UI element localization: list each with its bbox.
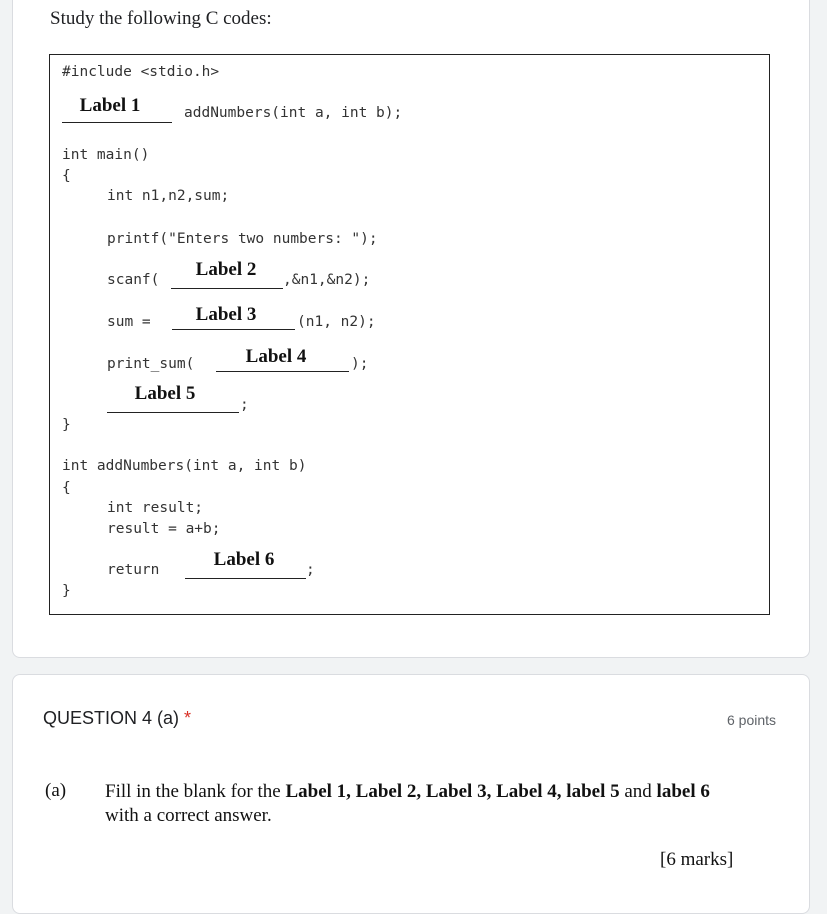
label-4-blank [216, 371, 349, 372]
question-text [105, 780, 745, 828]
code-sum-end: (n1, n2); [297, 314, 376, 330]
label-6: Label 6 [213, 549, 275, 570]
code-decl-line: int n1,n2,sum; [107, 188, 230, 204]
label-3-blank [172, 329, 295, 330]
code-open-brace: { [62, 168, 71, 184]
code-include-line: #include <stdio.h> [62, 64, 220, 80]
code-return-keyword: return [107, 562, 160, 578]
label-5: Label 5 [134, 383, 196, 404]
marks-label: [6 marks] [660, 849, 734, 870]
code-result-decl: int result; [107, 500, 204, 516]
code-open-brace-2: { [62, 480, 71, 496]
label-2-blank [171, 288, 283, 289]
code-main-line: int main() [62, 147, 150, 163]
intro-text: Study the following C codes: [50, 8, 272, 29]
question-letter: (a) [45, 780, 67, 801]
label-5-blank [107, 412, 239, 413]
question-text-label6: label 6 [656, 781, 710, 802]
code-close-brace-2: } [62, 583, 71, 599]
question-title-text: QUESTION 4 (a) [43, 708, 180, 728]
code-addnumbers-line: int addNumbers(int a, int b) [62, 458, 307, 474]
code-close-brace: } [62, 417, 71, 433]
code-printf-line: printf("Enters two numbers: "); [107, 231, 378, 247]
question-text-part-2: with a correct answer. [105, 805, 272, 826]
code-box [49, 54, 770, 615]
label-6-blank [185, 578, 306, 579]
code-prototype-line: addNumbers(int a, int b); [184, 105, 403, 121]
code-print-start: print_sum( [107, 356, 195, 372]
question-title [43, 708, 191, 729]
label-1: Label 1 [79, 95, 141, 116]
label-3: Label 3 [195, 304, 257, 325]
code-scanf-start: scanf( [107, 272, 160, 288]
code-print-end: ); [351, 356, 369, 372]
code-scanf-end: ,&n1,&n2); [283, 272, 371, 288]
question-text-part-1: Fill in the blank for the [105, 781, 286, 802]
question-text-labels: Label 1, Label 2, Label 3, Label 4, label 5 [285, 781, 620, 802]
required-asterisk: * [184, 708, 192, 728]
code-result-assign: result = a+b; [107, 521, 221, 537]
label-1-blank [62, 122, 172, 123]
code-return-semicolon: ; [306, 562, 315, 578]
question-text-and: and [619, 781, 657, 802]
label-4: Label 4 [245, 346, 307, 367]
code-sum-start: sum = [107, 314, 151, 330]
label-2: Label 2 [195, 259, 257, 280]
points-label: 6 points [727, 712, 777, 728]
code-label5-semicolon: ; [240, 397, 249, 413]
